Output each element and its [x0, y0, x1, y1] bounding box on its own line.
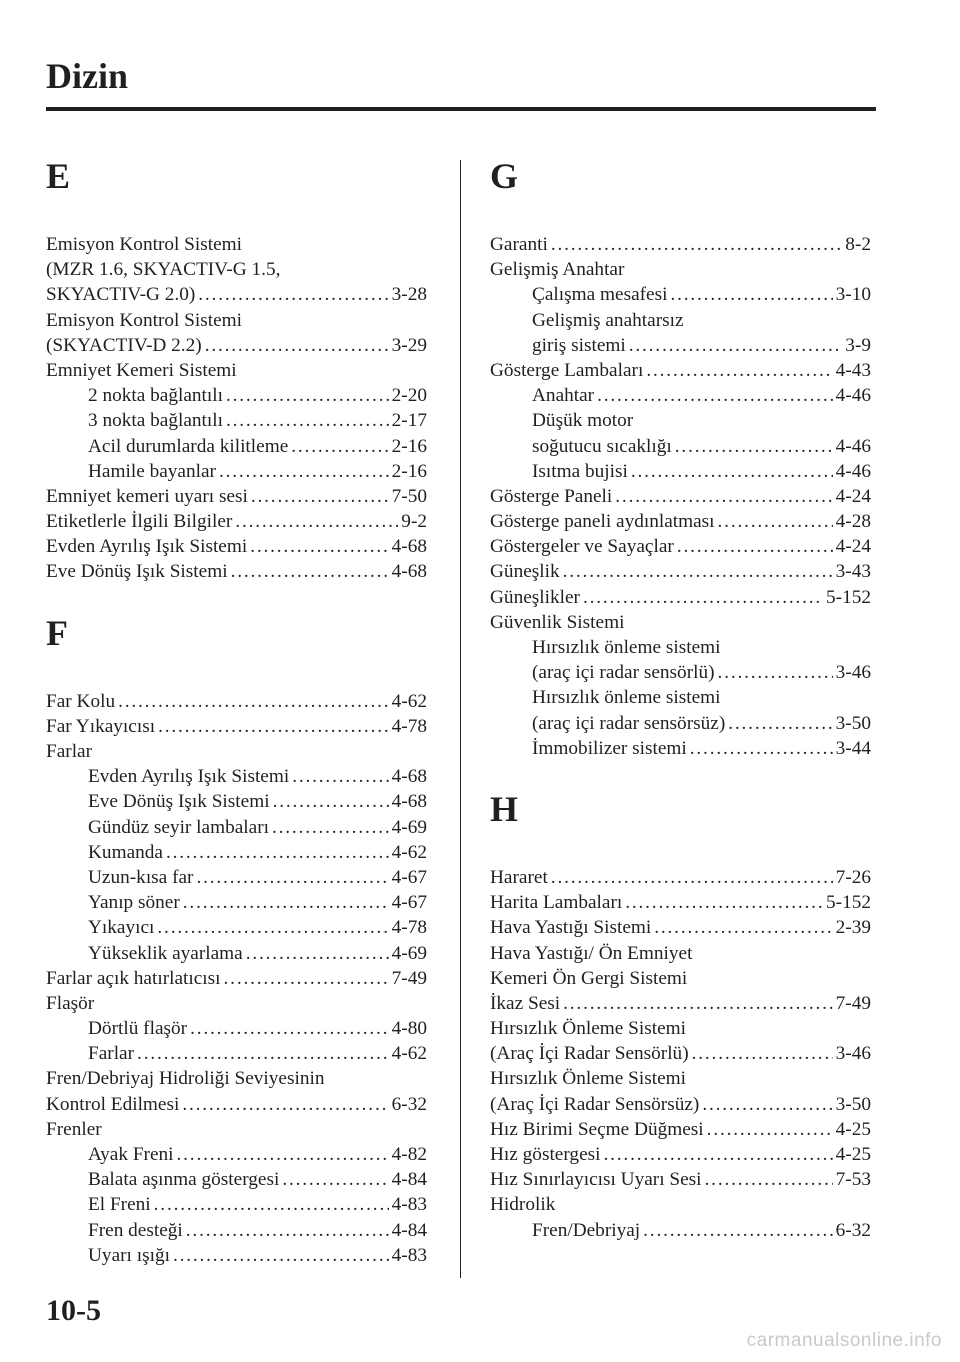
entry-label: Uzun-kısa far: [88, 866, 194, 888]
entry-label: İmmobilizer sistemi: [532, 737, 687, 759]
entry-label: Güvenlik Sistemi: [490, 611, 625, 633]
dot-leader: [251, 484, 389, 509]
index-entry: [490, 308, 871, 333]
dot-leader: [563, 991, 833, 1016]
entry-page-ref: 4-78: [391, 917, 427, 939]
entry-label: Kontrol Edilmesi: [46, 1093, 180, 1115]
dot-leader: [137, 1041, 389, 1066]
index-entry: [46, 991, 427, 1016]
index-entry: [46, 484, 427, 509]
index-entry: [490, 915, 871, 940]
entry-page-ref: 4-67: [391, 892, 427, 914]
column-divider: [460, 160, 461, 1278]
index-entry: [46, 739, 427, 764]
entry-label: (araç içi radar sensörlü): [532, 662, 715, 684]
dot-leader: [177, 1142, 389, 1167]
entry-label: Çalışma mesafesi: [532, 284, 668, 306]
index-entry: [490, 509, 871, 534]
entry-page-ref: 2-16: [391, 435, 427, 457]
entry-label: Evden Ayrılış Işık Sistemi: [88, 766, 290, 788]
entry-page-ref: 4-62: [391, 841, 427, 863]
entry-label: Gösterge Paneli: [490, 485, 613, 507]
header-rule: [46, 107, 876, 111]
entry-label: Dörtlü flaşör: [88, 1018, 188, 1040]
entry-label: Güneşlikler: [490, 586, 580, 608]
index-entry: [490, 635, 871, 660]
index-entry: [490, 660, 871, 685]
index-entry: [46, 408, 427, 433]
entry-page-ref: 8-2: [845, 234, 871, 255]
entry-label: Hız Sınırlayıcısı Uyarı Sesi: [490, 1169, 702, 1191]
entry-label: Uyarı ışığı: [88, 1244, 170, 1266]
entry-label: Hava Yastığı Sistemi: [490, 917, 652, 939]
entry-page-ref: 4-62: [391, 690, 427, 712]
entry-page-ref: 4-80: [391, 1018, 427, 1040]
entry-page-ref: 4-46: [835, 460, 871, 482]
dot-leader: [154, 1192, 389, 1217]
index-entry: [490, 941, 871, 966]
dot-leader: [702, 1092, 832, 1117]
index-entry: [46, 434, 427, 459]
dot-leader: [182, 1092, 388, 1117]
index-entry: [490, 1066, 871, 1091]
index-entry: [46, 534, 427, 559]
dot-leader: [291, 434, 388, 459]
entry-label: Ayak Freni: [88, 1144, 174, 1165]
index-entry: [490, 559, 871, 584]
dot-leader: [677, 534, 833, 559]
dot-leader: [231, 559, 389, 584]
index-entry: [490, 484, 871, 509]
page-title: Dizin: [46, 56, 129, 96]
dot-leader: [654, 915, 832, 940]
entry-page-ref: 2-20: [391, 385, 427, 407]
entry-page-ref: 3-9: [845, 334, 871, 356]
entry-label: 3 nokta bağlantılı: [88, 410, 223, 432]
index-entry: [46, 1218, 427, 1243]
dot-leader: [728, 711, 832, 736]
entry-page-ref: 4-28: [835, 511, 871, 533]
index-entry: [490, 1218, 871, 1243]
dot-leader: [226, 383, 389, 408]
dot-leader: [235, 509, 398, 534]
entry-page-ref: 4-68: [391, 791, 427, 813]
index-entry: [490, 585, 871, 610]
index-entry: [46, 1016, 427, 1041]
entry-page-ref: 4-68: [391, 536, 427, 558]
dot-leader: [646, 358, 832, 383]
entry-label: Gösterge paneli aydınlatması: [490, 511, 715, 533]
entry-label: Isıtma bujisi: [532, 460, 628, 482]
index-entry: [490, 1092, 871, 1117]
index-entry: [490, 383, 871, 408]
entry-label: SKYACTIV-G 2.0): [46, 284, 196, 306]
entry-label: Flaşör: [46, 992, 95, 1014]
entry-label: Far Kolu: [46, 690, 116, 712]
dot-leader: [631, 459, 833, 484]
entry-label: Hırsızlık önleme sistemi: [532, 637, 721, 658]
entry-label: Düşük motor: [532, 410, 634, 432]
entry-label: Harita Lambaları: [490, 892, 623, 914]
index-entry: [490, 736, 871, 761]
entry-page-ref: 4-69: [391, 942, 427, 964]
entry-label: Farlar: [88, 1043, 135, 1065]
entry-page-ref: 4-62: [391, 1043, 427, 1065]
entry-label: Hırsızlık Önleme Sistemi: [490, 1018, 687, 1040]
dot-leader: [226, 408, 389, 433]
entry-page-ref: 3-28: [391, 284, 427, 306]
dot-leader: [705, 1167, 833, 1192]
index-entry: [490, 434, 871, 459]
dot-leader: [186, 1218, 389, 1243]
entry-page-ref: 7-49: [835, 992, 871, 1014]
index-entry: [46, 714, 427, 739]
index-entry: [490, 610, 871, 635]
dot-leader: [643, 1218, 833, 1243]
index-entry: [46, 459, 427, 484]
entry-label: Emniyet Kemeri Sistemi: [46, 359, 237, 381]
entry-page-ref: 4-83: [391, 1194, 427, 1216]
entry-label: Kemeri Ön Gergi Sistemi: [490, 967, 688, 989]
index-entry: [46, 1092, 427, 1117]
dot-leader: [246, 941, 389, 966]
index-entry: [490, 1016, 871, 1041]
index-entry: [490, 1167, 871, 1192]
entry-label: Hırsızlık önleme sistemi: [532, 687, 721, 709]
entry-page-ref: 7-53: [835, 1169, 871, 1191]
dot-leader: [196, 865, 388, 890]
entry-label: Fren/Debriyaj: [532, 1219, 641, 1241]
entry-page-ref: 3-46: [835, 662, 871, 684]
entry-label: giriş sistemi: [532, 334, 626, 356]
index-entry: [46, 789, 427, 814]
index-entry: [46, 1066, 427, 1091]
dot-leader: [118, 689, 389, 714]
dot-leader: [219, 459, 389, 484]
index-entry: [490, 232, 871, 257]
entry-label: Gündüz seyir lambaları: [88, 816, 269, 838]
entry-page-ref: 4-46: [835, 435, 871, 457]
entry-label: İkaz Sesi: [490, 992, 561, 1014]
index-entry: [490, 534, 871, 559]
index-entry: [490, 358, 871, 383]
dot-leader: [675, 434, 833, 459]
index-entry: [490, 1117, 871, 1142]
index-entry: [46, 1142, 427, 1167]
dot-leader: [183, 890, 389, 915]
entry-label: Hırsızlık Önleme Sistemi: [490, 1068, 687, 1090]
entry-label: (Araç İçi Radar Sensörlü): [490, 1043, 689, 1065]
entry-page-ref: 4-67: [391, 866, 427, 888]
entry-label: Göstergeler ve Sayaçlar: [490, 536, 674, 558]
entry-label: Etiketlerle İlgili Bilgiler: [46, 511, 233, 533]
index-entry: [46, 232, 427, 257]
entry-page-ref: 4-83: [391, 1244, 427, 1266]
entry-page-ref: 4-25: [835, 1144, 871, 1165]
index-entry: [490, 1041, 871, 1066]
dot-leader: [583, 585, 823, 610]
entry-label: (araç içi radar sensörsüz): [532, 712, 726, 734]
section-letter: H: [490, 788, 519, 829]
entry-label: Gelişmiş anahtarsız: [532, 309, 684, 331]
dot-leader: [190, 1016, 389, 1041]
dot-leader: [250, 534, 388, 559]
index-entry: [490, 865, 871, 890]
entry-page-ref: 7-50: [391, 485, 427, 507]
index-entry: [46, 1243, 427, 1268]
dot-leader: [551, 865, 833, 890]
entry-label: Hız Birimi Seçme Düğmesi: [490, 1118, 704, 1140]
entry-label: Yıkayıcı: [88, 917, 155, 939]
entry-page-ref: 4-68: [391, 561, 427, 583]
dot-leader: [158, 714, 389, 739]
index-entry: [490, 333, 871, 358]
dot-leader: [173, 1243, 389, 1268]
dot-leader: [625, 890, 823, 915]
index-column-left: [46, 158, 427, 1294]
entry-page-ref: 3-29: [391, 334, 427, 356]
entry-page-ref: 7-49: [391, 967, 427, 989]
entry-label: Farlar açık hatırlatıcısı: [46, 967, 221, 989]
index-entry: [46, 308, 427, 333]
entry-label: 2 nokta bağlantılı: [88, 385, 223, 407]
page-number: 10-5: [46, 1294, 101, 1327]
entry-label: Far Yıkayıcısı: [46, 715, 156, 737]
index-column-right: [490, 158, 871, 1269]
entry-page-ref: 4-24: [835, 536, 871, 558]
entry-label: Eve Dönüş Işık Sistemi: [88, 791, 270, 813]
entry-label: Yanıp söner: [88, 892, 180, 914]
entry-page-ref: 3-43: [835, 561, 871, 583]
entry-label: Hidrolik: [490, 1194, 556, 1216]
section-letter: F: [46, 612, 68, 653]
dot-leader: [615, 484, 832, 509]
dot-leader: [670, 282, 832, 307]
index-entry: [490, 711, 871, 736]
entry-page-ref: 6-32: [835, 1219, 871, 1241]
dot-leader: [692, 1041, 833, 1066]
index-entry: [490, 966, 871, 991]
entry-label: Farlar: [46, 741, 93, 762]
dot-leader: [273, 789, 389, 814]
index-entry: [490, 257, 871, 282]
dot-leader: [563, 559, 833, 584]
dot-leader: [224, 966, 389, 991]
entry-page-ref: 2-39: [835, 917, 871, 939]
section-letter: E: [46, 156, 71, 196]
entry-label: Acil durumlarda kilitleme: [88, 435, 289, 457]
entry-page-ref: 4-84: [391, 1219, 427, 1241]
index-entry: [490, 282, 871, 307]
index-section: [46, 158, 427, 585]
entry-page-ref: 4-78: [391, 715, 427, 737]
dot-leader: [205, 333, 389, 358]
index-entry: [46, 815, 427, 840]
index-entry: [490, 685, 871, 710]
index-entry: [46, 333, 427, 358]
index-entry: [490, 459, 871, 484]
entry-label: Fren desteği: [88, 1219, 183, 1241]
entry-label: Hararet: [490, 866, 548, 888]
entry-page-ref: 3-50: [835, 712, 871, 734]
entry-label: Yükseklik ayarlama: [88, 942, 243, 964]
entry-label: soğutucu sıcaklığı: [532, 435, 672, 457]
entry-label: (Araç İçi Radar Sensörsüz): [490, 1093, 700, 1115]
dot-leader: [718, 660, 833, 685]
index-entry: [490, 1142, 871, 1167]
entry-label: Hız göstergesi: [490, 1144, 601, 1165]
index-entry: [46, 915, 427, 940]
entry-label: Gösterge Lambaları: [490, 359, 644, 381]
dot-leader: [707, 1117, 833, 1142]
index-entry: [46, 941, 427, 966]
entry-label: Hava Yastığı/ Ön Emniyet: [490, 942, 693, 964]
entry-page-ref: 5-152: [826, 892, 871, 914]
entry-label: Emisyon Kontrol Sistemi: [46, 234, 243, 255]
entry-page-ref: 4-43: [835, 359, 871, 381]
entry-page-ref: 6-32: [391, 1093, 427, 1115]
index-entry: [46, 865, 427, 890]
entry-label: Kumanda: [88, 841, 163, 863]
dot-leader: [629, 333, 843, 358]
index-entry: [46, 282, 427, 307]
dot-leader: [604, 1142, 833, 1167]
index-entry: [490, 890, 871, 915]
dot-leader: [292, 764, 388, 789]
index-entry: [46, 840, 427, 865]
index-entry: [490, 991, 871, 1016]
entry-page-ref: 3-46: [835, 1043, 871, 1065]
entry-page-ref: 3-44: [835, 737, 871, 759]
entry-label: Anahtar: [532, 385, 595, 407]
entry-page-ref: 4-84: [391, 1169, 427, 1191]
index-entry: [490, 408, 871, 433]
entry-page-ref: 4-69: [391, 816, 427, 838]
entry-label: Frenler: [46, 1118, 102, 1140]
dot-leader: [157, 915, 388, 940]
entry-label: Garanti: [490, 234, 548, 255]
index-entry: [490, 1192, 871, 1217]
entry-label: Evden Ayrılış Işık Sistemi: [46, 536, 248, 558]
dot-leader: [718, 509, 833, 534]
entry-page-ref: 4-68: [391, 766, 427, 788]
entry-label: (MZR 1.6, SKYACTIV-G 1.5,: [46, 259, 281, 281]
index-entry: [46, 257, 427, 282]
entry-page-ref: 4-82: [391, 1144, 427, 1165]
entry-label: Gelişmiş Anahtar: [490, 259, 625, 281]
entry-label: Emniyet kemeri uyarı sesi: [46, 485, 248, 507]
dot-leader: [282, 1167, 388, 1192]
index-section: [46, 612, 427, 1268]
entry-page-ref: 2-17: [391, 410, 427, 432]
entry-label: Balata aşınma göstergesi: [88, 1169, 280, 1191]
dot-leader: [166, 840, 389, 865]
dot-leader: [272, 815, 389, 840]
dot-leader: [198, 282, 388, 307]
entry-label: (SKYACTIV-D 2.2): [46, 334, 202, 356]
index-entry: [46, 358, 427, 383]
entry-label: Güneşlik: [490, 561, 560, 583]
index-section: [490, 788, 871, 1243]
index-entry: [46, 890, 427, 915]
index-entry: [46, 689, 427, 714]
index-entry: [46, 1167, 427, 1192]
index-entry: [46, 1192, 427, 1217]
index-entry: [46, 509, 427, 534]
entry-page-ref: 7-26: [835, 866, 871, 888]
dot-leader: [597, 383, 833, 408]
entry-page-ref: 2-16: [391, 460, 427, 482]
entry-page-ref: 4-24: [835, 485, 871, 507]
index-entry: [46, 383, 427, 408]
index-entry: [46, 966, 427, 991]
entry-page-ref: 3-50: [835, 1093, 871, 1115]
entry-page-ref: 4-46: [835, 385, 871, 407]
dot-leader: [690, 736, 833, 761]
index-entry: [46, 764, 427, 789]
entry-page-ref: 9-2: [401, 511, 427, 533]
watermark: carmanualsonline.info: [746, 1330, 942, 1351]
entry-label: Emisyon Kontrol Sistemi: [46, 309, 243, 331]
entry-page-ref: 3-10: [835, 284, 871, 306]
entry-label: Hamile bayanlar: [88, 460, 216, 482]
index-entry: [46, 559, 427, 584]
entry-label: Eve Dönüş Işık Sistemi: [46, 561, 228, 583]
index-entry: [46, 1041, 427, 1066]
dot-leader: [551, 232, 842, 257]
entry-page-ref: 5-152: [826, 586, 871, 608]
entry-label: Fren/Debriyaj Hidroliği Seviyesinin: [46, 1068, 325, 1090]
entry-page-ref: 4-25: [835, 1118, 871, 1140]
section-letter: G: [490, 156, 519, 196]
index-section: [490, 158, 871, 761]
index-entry: [46, 1117, 427, 1142]
entry-label: El Freni: [88, 1194, 151, 1216]
